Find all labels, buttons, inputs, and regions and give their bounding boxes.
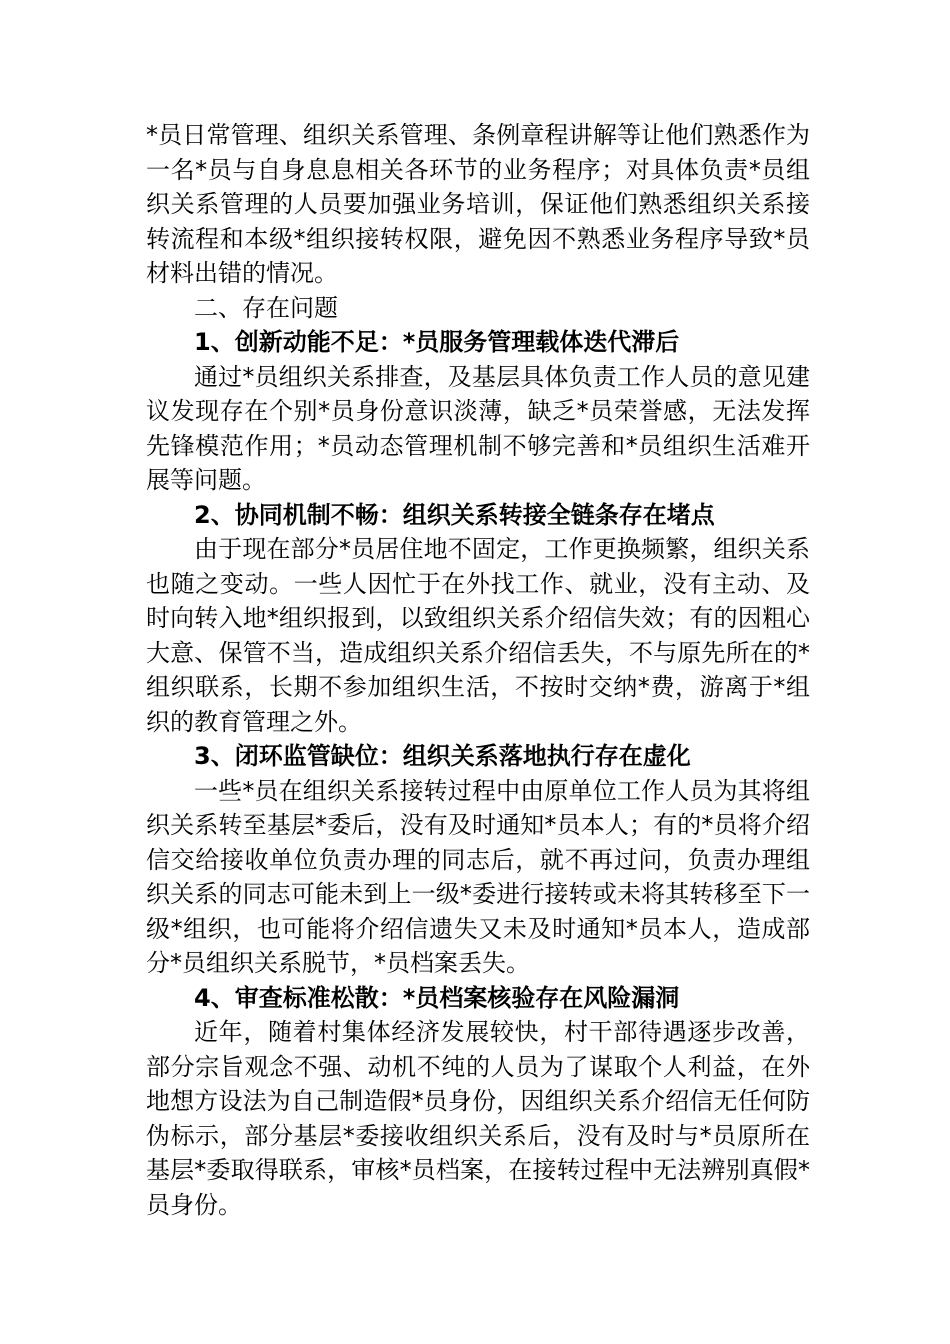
body-paragraph-continuation: *员日常管理、组织关系管理、条例章程讲解等让他们熟悉作为一名*员与自身息息相关各环节的业务程序；对具体负责*员组织关系管理的人员要加强业务培训，保证他们熟悉组织关系接转流程和本级*组织接转权限，避免因不熟悉业务程序导致*员材料出错的情况。 [146, 121, 810, 287]
body-paragraph-2: 由于现在部分*员居住地不固定，工作更换频繁，组织关系也随之变动。一些人因忙于在外找工作、就业，没有主动、及时向转入地*组织报到，以致组织关系介绍信失效；有的因粗心大意、保管不当，造成组织关系介绍信丢失，不与原先所在的*组织联系，长期不参加组织生活，不按时交纳*费，游离于*组织的教育管理之外。 [146, 535, 810, 736]
body-paragraph-4: 近年，随着村集体经济发展较快，村干部待遇逐步改善，部分宗旨观念不强、动机不纯的人员为了谋取个人利益，在外地想方设法为自己制造假*员身份，因组织关系介绍信无任何防伪标示，部分基层*委接收组织关系后，没有及时与*员原所在基层*委取得联系，审核*员档案，在接转过程中无法辨别真假*员身份。 [146, 1018, 810, 1219]
subheading-1: 1、创新动能不足：*员服务管理载体迭代滞后 [194, 328, 680, 356]
body-paragraph-3: 一些*员在组织关系接转过程中由原单位工作人员为其将组织关系转至基层*委后，没有及时通知*员本人；有的*员将介绍信交给接收单位负责办理的同志后，就不再过问，负责办理组织关系的同志可能未到上一级*委进行接转或未将其转移至下一级*组织，也可能将介绍信遗失又未及时通知*员本人，造成部分*员组织关系脱节，*员档案丢失。 [146, 776, 810, 977]
document-page [146, 118, 810, 1222]
subheading-4: 4、审查标准松散：*员档案核验存在风险漏洞 [194, 983, 680, 1012]
body-paragraph-1: 通过*员组织关系排查，及基层具体负责工作人员的意见建议发现存在个别*员身份意识淡薄，缺乏*员荣誉感，无法发挥先锋模范作用；*员动态管理机制不够完善和*员组织生活难开展等问题。 [146, 362, 810, 494]
subheading-2: 2、协同机制不畅：组织关系转接全链条存在堵点 [194, 500, 715, 529]
section-heading-problems: 二、存在问题 [194, 293, 338, 322]
subheading-3: 3、闭环监管缺位：组织关系落地执行存在虚化 [194, 742, 691, 770]
